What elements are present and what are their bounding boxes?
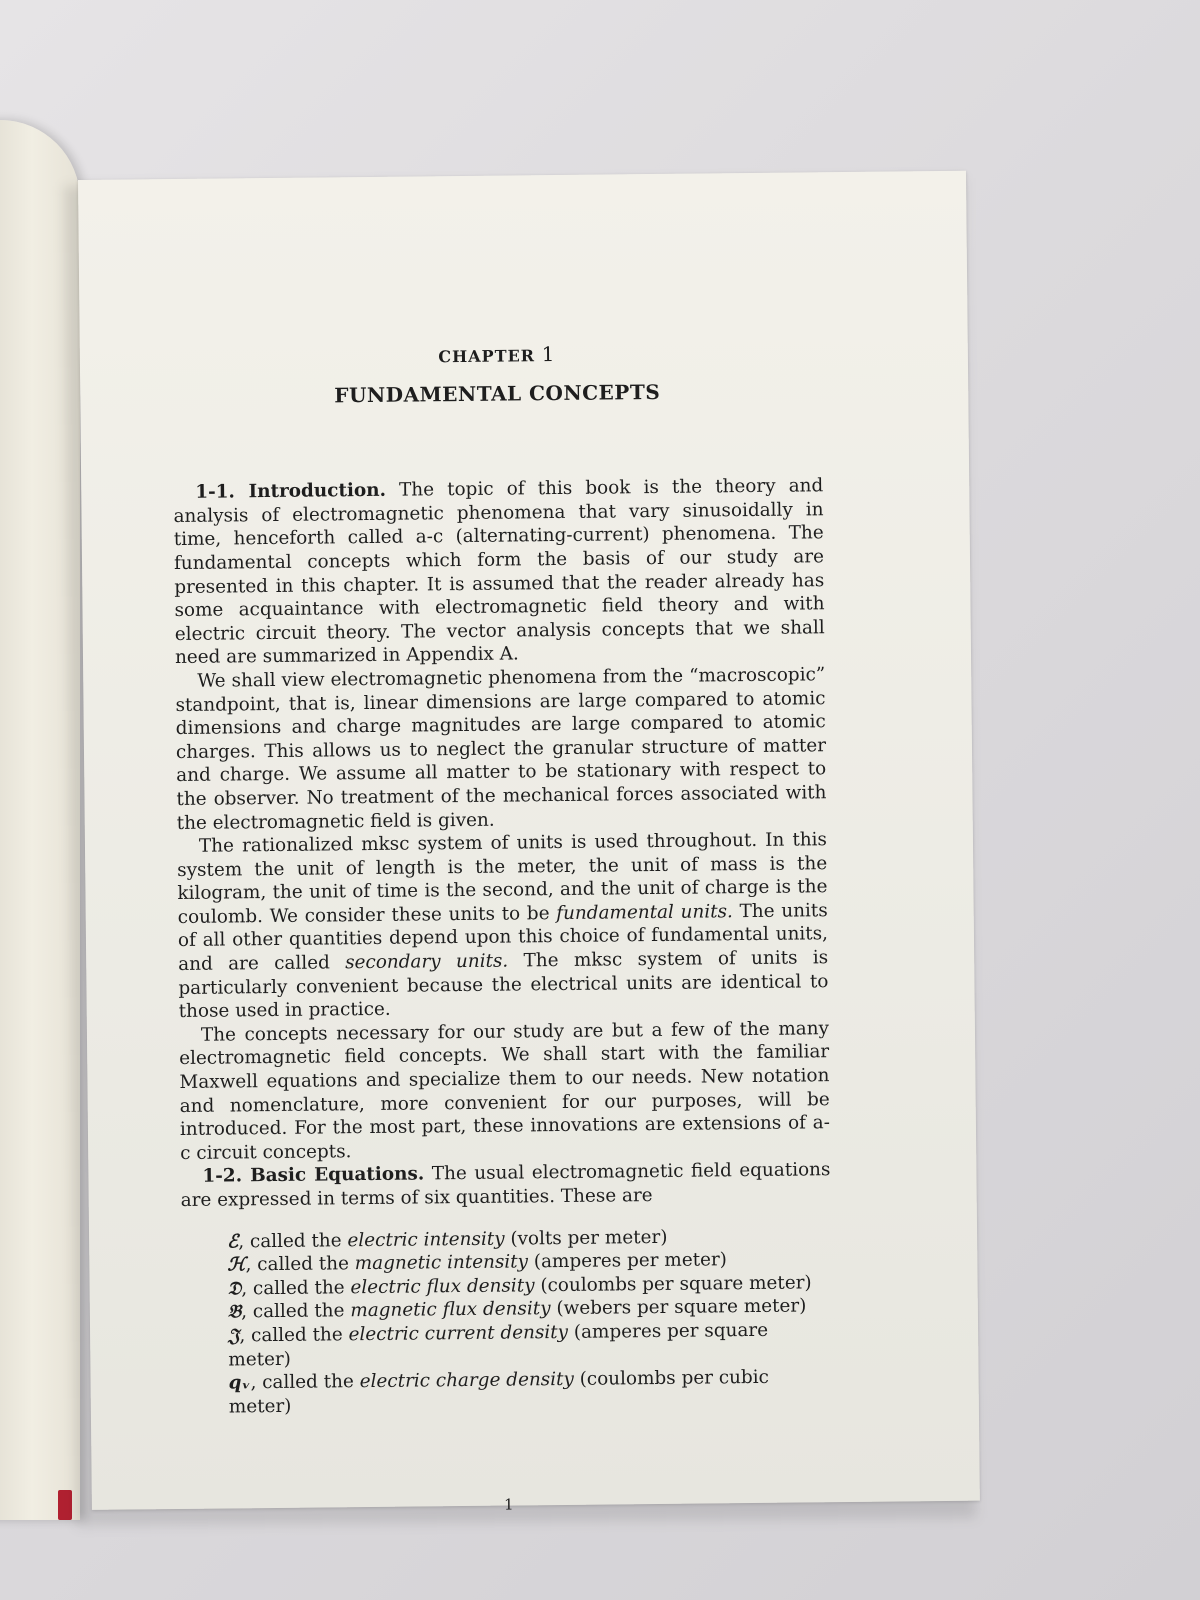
quantity-prefix: , called the bbox=[239, 1324, 349, 1347]
quantity-name: magnetic intensity bbox=[354, 1251, 529, 1275]
quantity-prefix: , called the bbox=[250, 1371, 360, 1394]
quantity-name: electric flux density bbox=[350, 1275, 535, 1298]
quantity-name: electric current density bbox=[348, 1321, 569, 1346]
paragraph-basic-equations bbox=[180, 1159, 830, 1213]
paragraph-text: The mksc system of units is particularly convenient because the electrical units are identical to those used in practice. bbox=[178, 947, 829, 1023]
page-content bbox=[172, 340, 833, 1514]
quantity-name: magnetic flux density bbox=[350, 1298, 551, 1322]
quantity-symbol: 𝔇 bbox=[227, 1278, 242, 1300]
book-page bbox=[78, 171, 980, 1514]
chapter-number: 1 bbox=[541, 342, 556, 367]
quantity-unit: (coulombs per square meter) bbox=[534, 1272, 812, 1297]
quantity-unit: (coulombs per cubic meter) bbox=[228, 1366, 770, 1418]
quantity-name: electric charge density bbox=[359, 1369, 574, 1393]
page-number: 1 bbox=[504, 1495, 514, 1514]
paragraph-units bbox=[177, 828, 829, 1024]
paragraph-text: The concepts necessary for our study are but a few of the many electromagnetic field concepts. We shall start with the familiar Maxwell equations and specialize them to our needs. New notation and nomenclature, more convenient for our purposes, will be introduced. For the most part, these innovations are extensions of a-c circuit concepts. bbox=[179, 1018, 831, 1164]
paragraph-concepts bbox=[179, 1017, 830, 1165]
quantity-unit: (amperes per meter) bbox=[527, 1249, 728, 1273]
quantity-prefix: , called the bbox=[245, 1253, 355, 1276]
quantity-prefix: , called the bbox=[241, 1276, 351, 1300]
quantity-symbol: ℰ bbox=[227, 1230, 239, 1253]
paragraph-text: The usual electromagnetic field equations are expressed in terms of six quantities. These are bbox=[180, 1159, 831, 1211]
emphasis-secondary-units: secondary units. bbox=[345, 950, 509, 974]
quantity-symbol: 𝔅 bbox=[227, 1301, 242, 1323]
quantity-list bbox=[227, 1224, 833, 1419]
emphasis-fundamental-units: fundamental units. bbox=[556, 901, 733, 924]
paragraph-macroscopic bbox=[175, 663, 827, 835]
chapter-label bbox=[172, 340, 822, 371]
quantity-symbol: ℋ bbox=[227, 1254, 246, 1276]
quantity-symbol: qᵥ bbox=[228, 1372, 251, 1394]
paragraph-text: The units of all other quantities depend upon this choice of fundamental units, and are called bbox=[177, 900, 829, 976]
chapter-label-text: CHAPTER bbox=[438, 346, 536, 367]
quantity-prefix: , called the bbox=[241, 1300, 351, 1323]
chapter-title: FUNDAMENTAL CONCEPTS bbox=[334, 379, 661, 407]
list-item bbox=[228, 1318, 832, 1372]
paragraph-text: The topic of this book is the theory and analysis of electromagnetic phenomena that vary sinusoidally in time, henceforth called a-c (alternating-current) phenomena. The fundamental concepts which form the basis of our study are presented in this chapter. It is assumed that the reader already has some acquaintance with electromagnetic field theory and with electric circuit theory. The vector analysis concepts that we shall need are summarized in Appendix A. bbox=[173, 475, 825, 669]
paragraph-introduction bbox=[173, 474, 825, 670]
paragraph-text: The rationalized mksc system of units is used throughout. In this system the unit of length is the meter, the unit of mass is the kilogram, the unit of time is the second, and the unit of charge is the coulomb. We consider these units to be bbox=[177, 829, 828, 928]
quantity-name: electric intensity bbox=[347, 1228, 505, 1251]
list-item bbox=[228, 1365, 832, 1419]
quantity-unit: (volts per meter) bbox=[504, 1226, 668, 1250]
quantity-unit: (webers per square meter) bbox=[550, 1295, 807, 1320]
book-cover-edge bbox=[58, 1490, 72, 1520]
section-heading-introduction: 1-1. Introduction. bbox=[195, 479, 387, 503]
quantity-prefix: , called the bbox=[238, 1229, 348, 1252]
quantity-unit: (amperes per square meter) bbox=[228, 1319, 769, 1371]
section-heading-basic-equations: 1-2. Basic Equations. bbox=[202, 1163, 425, 1188]
paragraph-text: We shall view electromagnetic phenomena from the “macroscopic” standpoint, that is, linear dimensions are large compared to atomic dimensions and charge magnitudes are large compared to atomic charges. This allows us to neglect the granular structure of matter and charge. We assume all matter to be stationary with respect to the observer. No treatment of the mechanical forces associated with the electromagnetic field is given. bbox=[175, 664, 827, 834]
quantity-symbol: 𝔍 bbox=[228, 1325, 240, 1347]
